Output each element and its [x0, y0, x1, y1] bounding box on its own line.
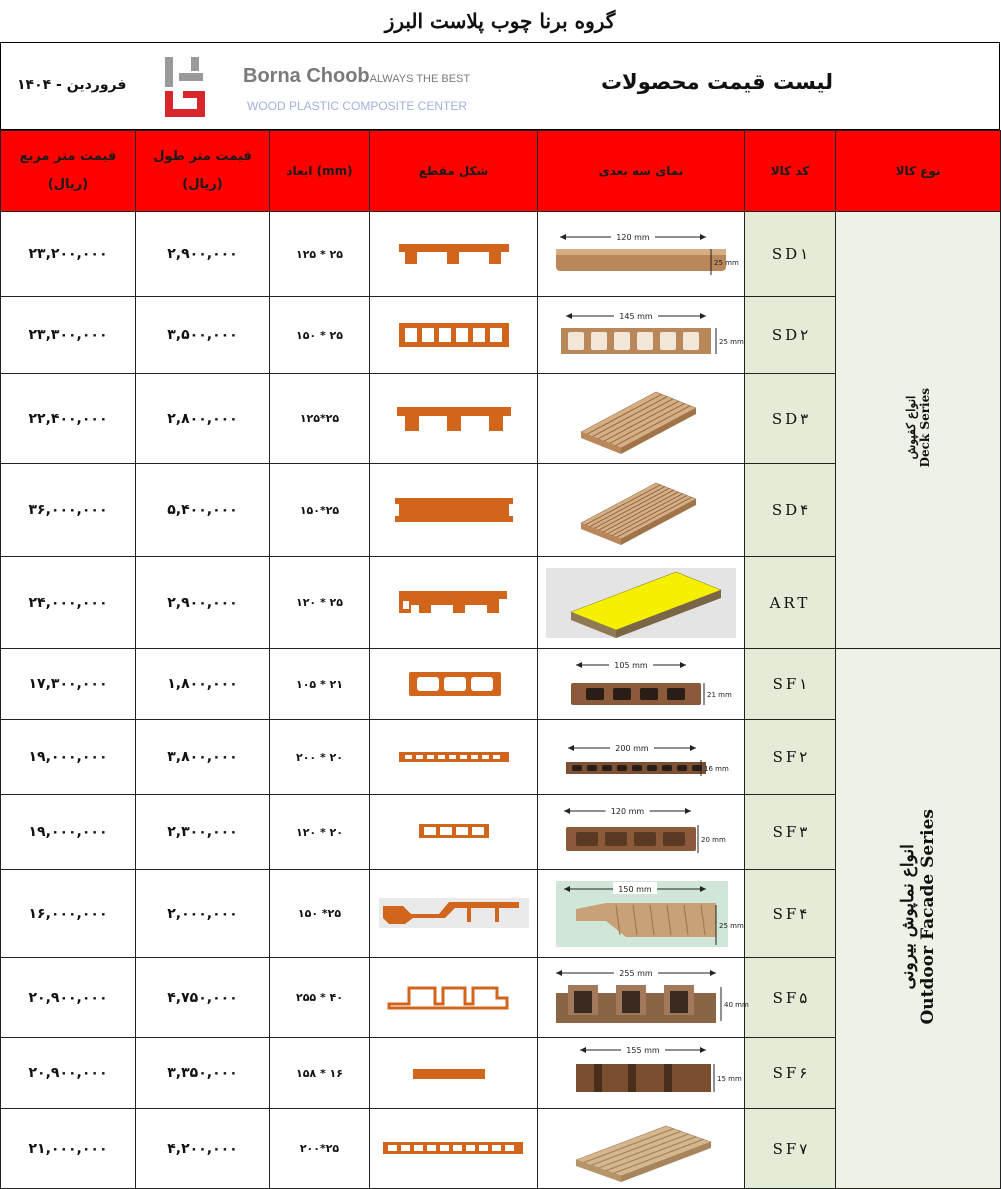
- profile-shape-icon: [370, 894, 537, 934]
- price-list-title: لیست قیمت محصولات: [600, 70, 833, 94]
- view-3d-cell: [538, 212, 745, 297]
- dimensions-cell: ۱۵۸ * ۱۶: [270, 1038, 370, 1109]
- view-3d-cell: [538, 720, 745, 795]
- view-label: 120 mm: [610, 807, 645, 816]
- view-3d-cell: [538, 870, 745, 958]
- view-label: 155 mm: [626, 1046, 660, 1055]
- profile-shape-icon: [370, 742, 537, 772]
- dimensions-cell: ۲۰۰ * ۲۰: [270, 720, 370, 795]
- brand-name-text: Borna Choob: [243, 65, 370, 87]
- view-label: 200 mm: [615, 744, 649, 753]
- header-band: [0, 42, 1000, 130]
- product-code-cell: SF۴: [745, 870, 836, 958]
- cross-section-cell: [370, 870, 538, 958]
- category-facade-fa: انواع نماپوش بیرونی: [898, 843, 918, 990]
- view-label: 120 mm: [616, 233, 650, 242]
- price-sqm-cell: ۱۷,۳۰۰,۰۰۰: [1, 649, 136, 720]
- view-label: 25 mm: [714, 259, 739, 267]
- profile-shape-icon: [370, 666, 537, 702]
- view-label: 255 mm: [619, 968, 653, 978]
- brand-tagline: ALWAYS THE BEST: [369, 73, 471, 85]
- table-header-row: [1, 131, 1001, 212]
- product-code-cell: SF۶: [745, 1038, 836, 1109]
- dimensions-cell: ۱۲۵*۲۵: [270, 374, 370, 464]
- col-header-code: کد کالا: [745, 131, 836, 212]
- price-sqm-cell: ۱۹,۰۰۰,۰۰۰: [1, 795, 136, 870]
- price-sqm-cell: ۳۶,۰۰۰,۰۰۰: [1, 464, 136, 557]
- price-m-cell: ۳,۳۵۰,۰۰۰: [136, 1038, 270, 1109]
- category-deck-en: Deck Series: [918, 388, 932, 468]
- price-list-date: فروردین - ۱۴۰۴: [17, 77, 127, 93]
- category-deck-fa: انواع کفپوش: [904, 396, 918, 460]
- price-m-cell: ۱,۸۰۰,۰۰۰: [136, 649, 270, 720]
- product-code-cell: SF۲: [745, 720, 836, 795]
- view-3d-cell: [538, 649, 745, 720]
- cross-section-cell: [370, 1109, 538, 1189]
- dimensions-cell: ۲۰۰*۲۵: [270, 1109, 370, 1189]
- dimensions-cell: ۲۵۵ * ۴۰: [270, 958, 370, 1038]
- category-deck-cell: [836, 212, 1001, 649]
- view-3d-cell: [538, 958, 749, 1038]
- product-code-cell: SD۲: [745, 297, 836, 374]
- price-sqm-cell: ۱۹,۰۰۰,۰۰۰: [1, 720, 136, 795]
- brand-name: [243, 65, 470, 88]
- price-m-cell: ۲,۹۰۰,۰۰۰: [136, 557, 270, 649]
- product-code-cell: SD۱: [745, 212, 836, 297]
- product-3d-view-icon: [546, 879, 744, 949]
- price-m-cell: ۲,۸۰۰,۰۰۰: [136, 374, 270, 464]
- view-3d-cell: [538, 795, 745, 870]
- price-sqm-cell: ۲۳,۲۰۰,۰۰۰: [1, 212, 136, 297]
- product-3d-view-icon: [546, 475, 736, 545]
- product-code-cell: SF۳: [745, 795, 836, 870]
- price-table: [0, 130, 1001, 1189]
- cross-section-cell: [370, 649, 538, 720]
- dimensions-cell: ۱۵۰*۲۵: [270, 464, 370, 557]
- view-3d-cell: [538, 374, 745, 464]
- price-m-cell: ۳,۵۰۰,۰۰۰: [136, 297, 270, 374]
- profile-shape-icon: [370, 492, 537, 528]
- col-header-price-sqm: قیمت متر مربع (ریال): [1, 131, 136, 212]
- price-sqm-cell: ۲۰,۹۰۰,۰۰۰: [1, 958, 136, 1038]
- profile-shape-icon: [370, 234, 537, 274]
- view-label: 25 mm: [719, 338, 744, 346]
- view-3d-cell: [538, 297, 745, 374]
- price-sqm-cell: ۲۴,۰۰۰,۰۰۰: [1, 557, 136, 649]
- page-title: گروه برنا چوب پلاست البرز: [384, 9, 616, 33]
- product-code-cell: ART: [745, 557, 836, 649]
- price-m-cell: ۴,۷۵۰,۰۰۰: [136, 958, 270, 1038]
- col-header-dimensions: ابعاد (mm): [270, 131, 370, 212]
- brand-subtitle: WOOD PLASTIC COMPOSITE CENTER: [247, 99, 468, 113]
- price-m-cell: ۲,۰۰۰,۰۰۰: [136, 870, 270, 958]
- view-label: 20 mm: [701, 836, 726, 844]
- dimensions-cell: ۱۵۰ * ۲۵: [270, 297, 370, 374]
- profile-shape-icon: [370, 1058, 537, 1088]
- category-facade-en: Outdoor Facade Series: [918, 808, 938, 1025]
- col-header-cross-section: شکل مقطع: [370, 131, 538, 212]
- view-label: 15 mm: [717, 1075, 742, 1083]
- col-header-3d-view: نمای سه بعدی: [538, 131, 745, 212]
- view-label: 16 mm: [704, 765, 729, 773]
- cross-section-cell: [370, 374, 538, 464]
- product-code-cell: SF۷: [745, 1109, 836, 1189]
- product-code-cell: SF۵: [745, 958, 836, 1038]
- view-3d-cell: [538, 1038, 745, 1109]
- price-sqm-cell: ۲۳,۳۰۰,۰۰۰: [1, 297, 136, 374]
- dimensions-cell: ۱۲۰ * ۲۰: [270, 795, 370, 870]
- product-code-cell: SD۳: [745, 374, 836, 464]
- profile-shape-icon: [370, 317, 537, 353]
- product-3d-view-icon: [546, 649, 736, 719]
- profile-shape-icon: [370, 1134, 537, 1164]
- view-label: 105 mm: [614, 661, 648, 670]
- view-3d-cell: [538, 557, 745, 649]
- dimensions-cell: ۱۲۵ * ۲۵: [270, 212, 370, 297]
- dimensions-cell: ۱۰۵ * ۲۱: [270, 649, 370, 720]
- product-code-cell: SD۴: [745, 464, 836, 557]
- table-row: [1, 649, 1001, 720]
- col-header-price-m: قیمت متر طول (ریال): [136, 131, 270, 212]
- cross-section-cell: [370, 297, 538, 374]
- product-3d-view-icon: [546, 384, 736, 454]
- view-3d-cell: [538, 464, 745, 557]
- product-3d-view-icon: [546, 300, 744, 370]
- price-m-cell: ۳,۸۰۰,۰۰۰: [136, 720, 270, 795]
- profile-shape-icon: [370, 583, 537, 623]
- table-row: [1, 212, 1001, 297]
- product-3d-view-icon: [546, 722, 736, 792]
- price-m-cell: ۵,۴۰۰,۰۰۰: [136, 464, 270, 557]
- category-facade-cell: [836, 649, 1001, 1189]
- profile-shape-icon: [370, 399, 537, 439]
- view-label: 40 mm: [724, 1000, 749, 1009]
- price-sqm-cell: ۲۱,۰۰۰,۰۰۰: [1, 1109, 136, 1189]
- view-label: 150 mm: [618, 884, 652, 894]
- view-3d-cell: [538, 1109, 745, 1189]
- view-label: 21 mm: [707, 691, 732, 699]
- dimensions-cell: ۱۵۰ *۲۵: [270, 870, 370, 958]
- product-code-cell: SF۱: [745, 649, 836, 720]
- product-3d-view-icon: [546, 1114, 736, 1184]
- cross-section-cell: [370, 795, 538, 870]
- product-3d-view-icon: [546, 219, 739, 289]
- product-3d-view-icon: [546, 797, 736, 867]
- cross-section-cell: [370, 720, 538, 795]
- view-label: 25 mm: [719, 921, 744, 930]
- dimensions-cell: ۱۲۰ * ۲۵: [270, 557, 370, 649]
- cross-section-cell: [370, 212, 538, 297]
- price-sqm-cell: ۱۶,۰۰۰,۰۰۰: [1, 870, 136, 958]
- col-header-type: نوع کالا: [836, 131, 1001, 212]
- cross-section-cell: [370, 464, 538, 557]
- view-label: 145 mm: [619, 312, 653, 321]
- product-3d-view-icon: [546, 568, 736, 638]
- price-m-cell: ۲,۹۰۰,۰۰۰: [136, 212, 270, 297]
- price-sqm-cell: ۲۲,۴۰۰,۰۰۰: [1, 374, 136, 464]
- product-3d-view-icon: [546, 963, 749, 1033]
- product-3d-view-icon: [546, 1038, 742, 1108]
- cross-section-cell: [370, 557, 538, 649]
- profile-shape-icon: [370, 978, 537, 1018]
- borna-logo-icon: [161, 55, 211, 119]
- profile-shape-icon: [370, 817, 537, 847]
- price-m-cell: ۲,۳۰۰,۰۰۰: [136, 795, 270, 870]
- price-m-cell: ۴,۲۰۰,۰۰۰: [136, 1109, 270, 1189]
- cross-section-cell: [370, 958, 538, 1038]
- cross-section-cell: [370, 1038, 538, 1109]
- price-sqm-cell: ۲۰,۹۰۰,۰۰۰: [1, 1038, 136, 1109]
